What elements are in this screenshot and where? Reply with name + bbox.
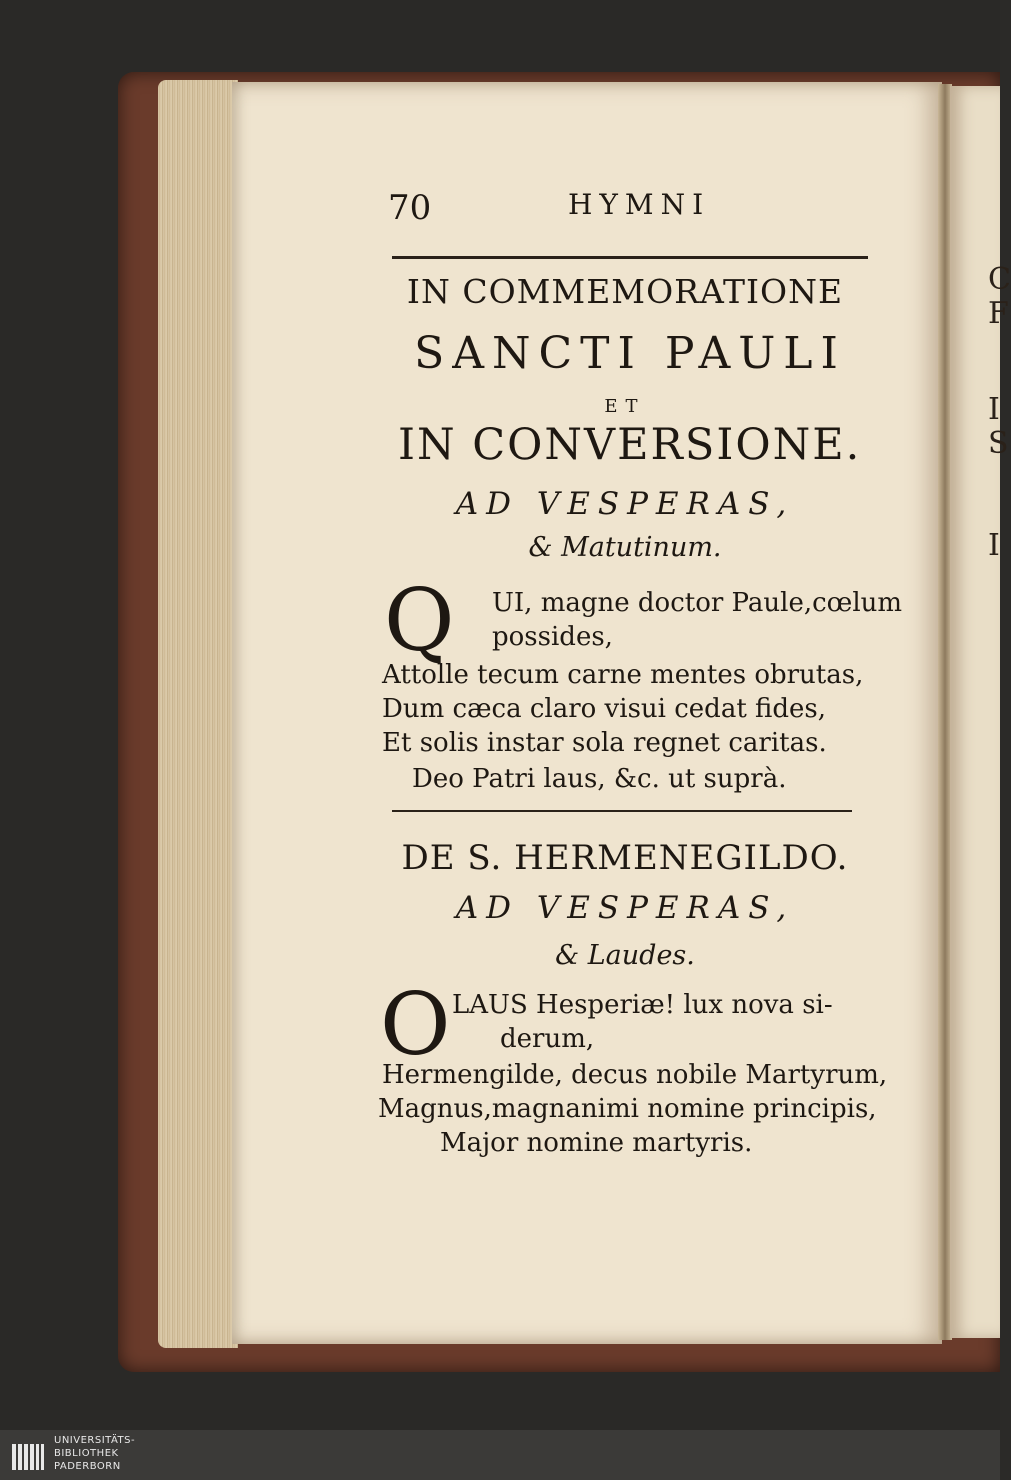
section1-heading-line2: SANCTI PAULI (414, 328, 846, 379)
section1-heading-line1: IN COMMEMORATIONE (406, 272, 844, 311)
section1-subheading: AD VESPERAS, (455, 486, 795, 522)
library-footer (0, 1430, 1000, 1480)
section2-dropcap: O (380, 975, 451, 1075)
hymn-line: UI, magne doctor Paule,cœlum (492, 588, 903, 618)
facing-page-letter: F (988, 296, 1009, 331)
hymn-line: Attolle tecum carne mentes obrutas, (382, 660, 864, 690)
section1-dropcap: Q (384, 571, 455, 671)
section1-subheading2: & Matutinum. (528, 532, 722, 563)
hymn-line: derum, (500, 1024, 595, 1054)
section2-heading: DE S. HERMENEGILDO. (401, 838, 849, 878)
section-divider (392, 810, 852, 812)
hymn-line-doxology: Deo Patri laus, &c. ut suprà. (412, 764, 787, 794)
section2-subheading2: & Laudes. (555, 940, 695, 971)
hymn-line: Dum cæca claro visui cedat fides, (382, 694, 827, 724)
page-edges (158, 80, 238, 1348)
section1-heading-line3: ET (604, 396, 646, 417)
hymn-line: Major nomine martyris. (440, 1128, 753, 1158)
facing-page-letter: S (988, 426, 1009, 461)
page-number: 70 (388, 188, 432, 228)
running-title: HYMNI (568, 188, 711, 221)
head-rule (392, 256, 868, 259)
facing-page-letter: C (988, 262, 1011, 297)
hymn-line: Hermengilde, decus nobile Martyrum, (382, 1060, 888, 1090)
hymn-line: Et solis instar sola regnet caritas. (382, 728, 827, 758)
running-head (388, 188, 711, 228)
hymn-line: possides, (492, 622, 613, 652)
library-name (54, 1434, 135, 1473)
hymn-line: Magnus,magnanimi nomine principis, (378, 1094, 877, 1124)
facing-page-letter: I (988, 392, 1000, 427)
library-logo-icon (10, 1438, 46, 1474)
library-name-line1: UNIVERSITÄTS- (54, 1435, 136, 1446)
library-name-line3: PADERBORN (54, 1461, 121, 1472)
section2-subheading: AD VESPERAS, (455, 890, 795, 926)
section1-heading-line4: IN CONVERSIONE. (398, 420, 862, 470)
facing-page-letter: I (988, 528, 1000, 563)
hymn-line: LAUS Hesperiæ! lux nova si- (452, 990, 833, 1020)
library-name-line2: BIBLIOTHEK (54, 1448, 119, 1459)
